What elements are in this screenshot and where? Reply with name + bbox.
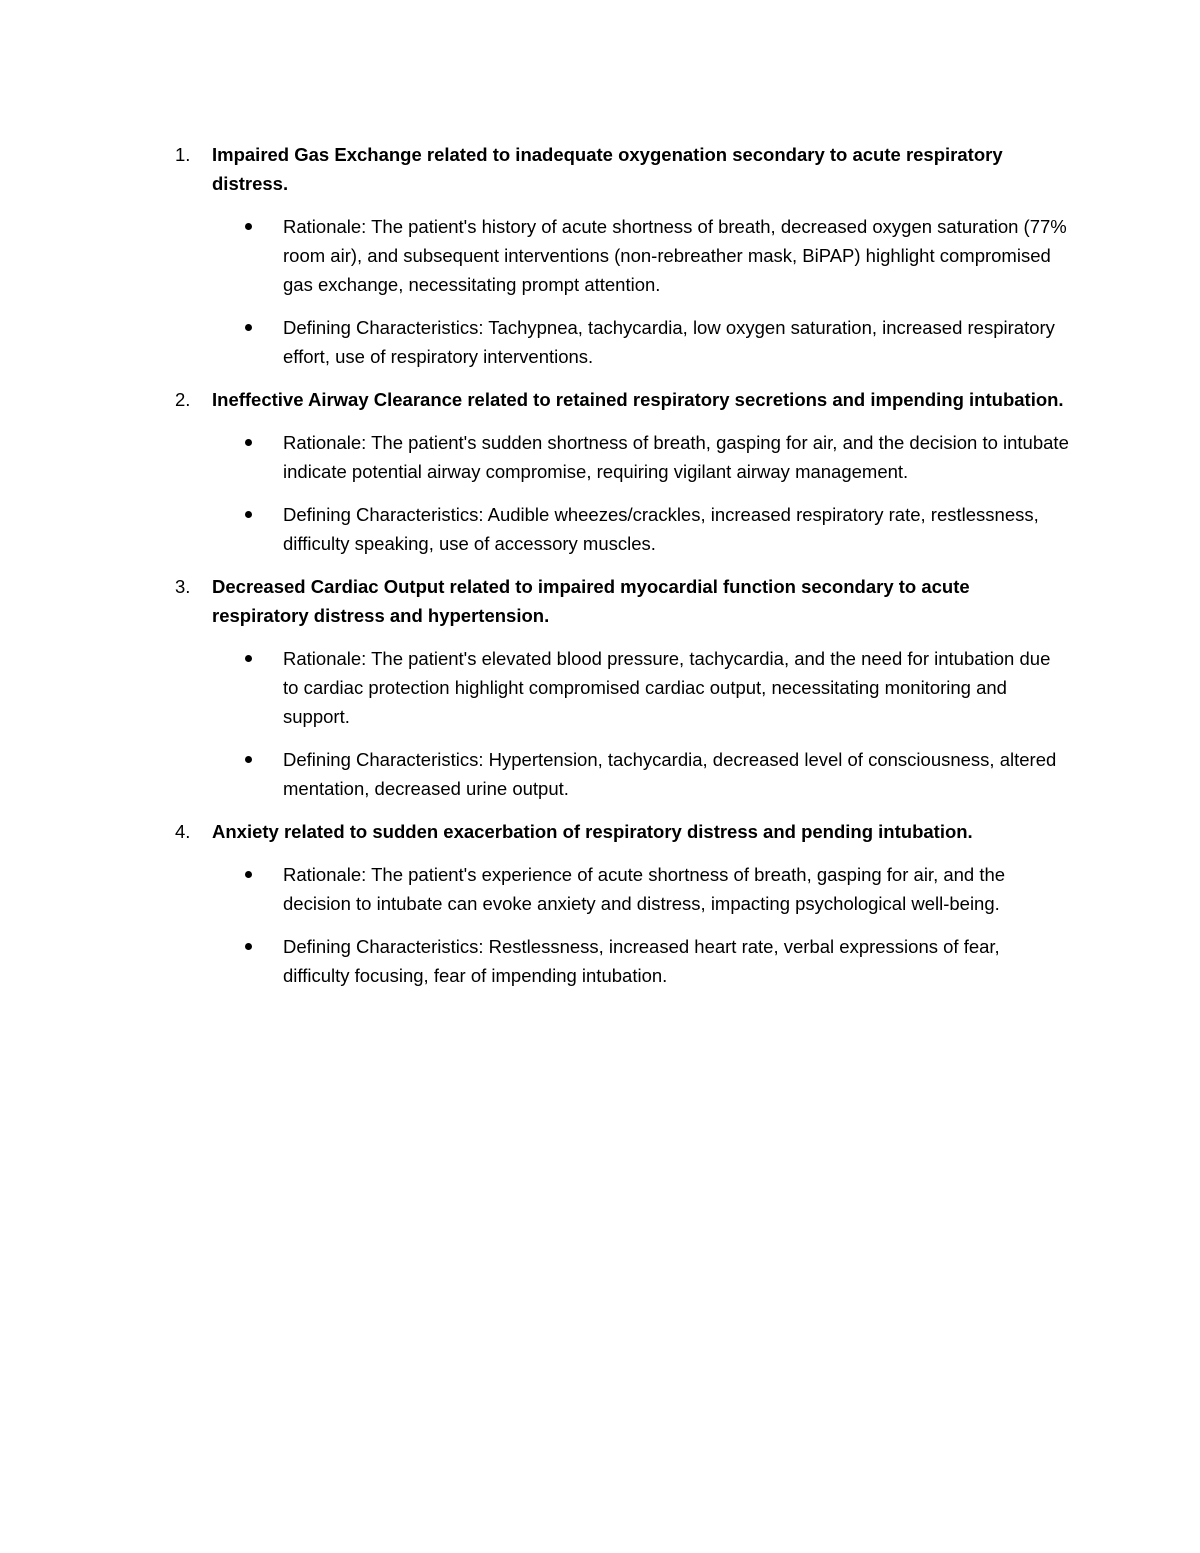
diagnosis-item bbox=[170, 140, 1070, 371]
characteristics-text: Defining Characteristics: Restlessness, increased heart rate, verbal expressions of fear, difficulty focusing, fear of impending intubation. bbox=[283, 936, 1000, 986]
nursing-diagnosis-list bbox=[170, 140, 1070, 1004]
diagnosis-item bbox=[170, 572, 1070, 803]
characteristics-text: Defining Characteristics: Hypertension, tachycardia, decreased level of consciousness, altered mentation, decreased urine output. bbox=[283, 749, 1057, 799]
diagnosis-title: Impaired Gas Exchange related to inadequate oxygenation secondary to acute respiratory distress. bbox=[212, 144, 1003, 194]
rationale-item bbox=[212, 644, 1070, 731]
bullet-icon bbox=[245, 756, 252, 763]
bullet-icon bbox=[245, 943, 252, 950]
diagnosis-details bbox=[212, 212, 1070, 371]
diagnosis-number: 2. bbox=[175, 389, 191, 410]
bullet-icon bbox=[245, 655, 252, 662]
rationale-item bbox=[212, 212, 1070, 299]
diagnosis-details bbox=[212, 428, 1070, 558]
characteristics-item bbox=[212, 313, 1070, 371]
diagnosis-item bbox=[170, 817, 1070, 990]
bullet-icon bbox=[245, 439, 252, 446]
characteristics-text: Defining Characteristics: Tachypnea, tachycardia, low oxygen saturation, increased respiratory effort, use of respiratory interventions. bbox=[283, 317, 1055, 367]
rationale-text: Rationale: The patient's sudden shortness of breath, gasping for air, and the decision to intubate indicate potential airway compromise, requiring vigilant airway management. bbox=[283, 432, 1069, 482]
characteristics-item bbox=[212, 745, 1070, 803]
bullet-icon bbox=[245, 223, 252, 230]
characteristics-item bbox=[212, 932, 1070, 990]
diagnosis-item bbox=[170, 385, 1070, 558]
diagnosis-number: 4. bbox=[175, 821, 191, 842]
bullet-icon bbox=[245, 871, 252, 878]
rationale-text: Rationale: The patient's elevated blood pressure, tachycardia, and the need for intubation due to cardiac protection highlight compromised cardiac output, necessitating monitoring and support. bbox=[283, 648, 1051, 727]
bullet-icon bbox=[245, 324, 252, 331]
rationale-text: Rationale: The patient's history of acute shortness of breath, decreased oxygen saturation (77% room air), and subsequent interventions (non-rebreather mask, BiPAP) highlight compromised gas exchange, necessitating prompt attention. bbox=[283, 216, 1067, 295]
rationale-item bbox=[212, 428, 1070, 486]
diagnosis-details bbox=[212, 860, 1070, 990]
characteristics-item bbox=[212, 500, 1070, 558]
bullet-icon bbox=[245, 511, 252, 518]
rationale-text: Rationale: The patient's experience of acute shortness of breath, gasping for air, and the decision to intubate can evoke anxiety and distress, impacting psychological well-being. bbox=[283, 864, 1006, 914]
diagnosis-number: 3. bbox=[175, 576, 191, 597]
diagnosis-number: 1. bbox=[175, 144, 191, 165]
characteristics-text: Defining Characteristics: Audible wheezes/crackles, increased respiratory rate, restlessness, difficulty speaking, use of accessory muscles. bbox=[283, 504, 1039, 554]
diagnosis-title: Ineffective Airway Clearance related to retained respiratory secretions and impending intubation. bbox=[212, 389, 1064, 410]
rationale-item bbox=[212, 860, 1070, 918]
diagnosis-details bbox=[212, 644, 1070, 803]
diagnosis-title: Anxiety related to sudden exacerbation of respiratory distress and pending intubation. bbox=[212, 821, 973, 842]
diagnosis-title: Decreased Cardiac Output related to impaired myocardial function secondary to acute respiratory distress and hypertension. bbox=[212, 576, 970, 626]
